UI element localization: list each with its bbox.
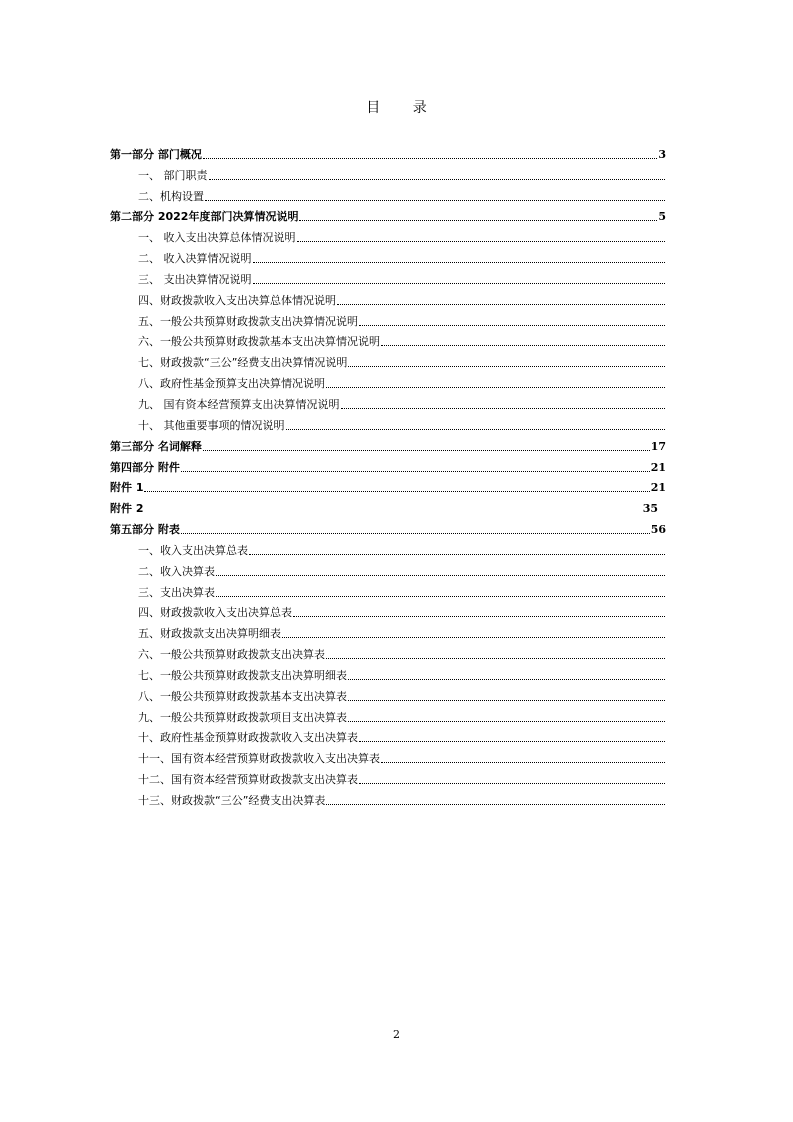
toc-dot-leader: [326, 386, 665, 388]
toc-dot-leader: [326, 803, 665, 805]
toc-subsection-entry[interactable]: [110, 620, 666, 641]
toc-entry-label: 八、政府性基金预算支出决算情况说明: [138, 377, 325, 391]
toc-dot-leader: [282, 636, 665, 638]
toc-entry-label: 十三、财政拨款“三公”经费支出决算表: [138, 794, 326, 807]
page-title: 目 录: [366, 100, 441, 116]
toc-section-entry[interactable]: [110, 204, 666, 225]
toc-entry-label: 附件 2: [110, 502, 144, 516]
toc-entry-label: 十一、国有资本经营预算财政拨款收入支出决算表: [138, 752, 380, 766]
toc-dot-leader: [359, 740, 665, 742]
toc-dot-leader: [209, 178, 666, 180]
toc-entry-label: 八、一般公共预算财政拨款基本支出决算表: [138, 689, 347, 703]
toc-entry-label: 第五部分 附表: [110, 523, 180, 537]
toc-subsection-entry[interactable]: [110, 245, 666, 266]
toc-dot-leader: [348, 365, 665, 367]
toc-subsection-entry[interactable]: [110, 537, 666, 558]
toc-subsection-entry[interactable]: [110, 287, 666, 308]
toc-section-entry[interactable]: [110, 475, 666, 496]
toc-entry-label: 七、财政拨款“三公”经费支出决算情况说明: [138, 356, 348, 370]
toc-entry-label: 五、一般公共预算财政拨款支出决算情况说明: [138, 314, 358, 328]
toc-dot-leader: [297, 240, 666, 242]
toc-entry-page: 21: [650, 460, 666, 474]
toc-entry-label: 第三部分 名词解释: [110, 439, 202, 453]
toc-dot-leader: [299, 219, 657, 221]
toc-dot-leader: [181, 532, 650, 534]
toc-subsection-entry[interactable]: [110, 641, 666, 662]
toc-entry-label: 六、一般公共预算财政拨款基本支出决算情况说明: [138, 335, 380, 349]
toc-entry-label: 十、政府性基金预算财政拨款收入支出决算表: [138, 731, 358, 745]
toc-dot-leader: [144, 512, 641, 513]
toc-dot-leader: [381, 761, 665, 763]
toc-entry-label: 第四部分 附件: [110, 460, 180, 474]
toc-entry-label: 三、支出决算表: [138, 585, 215, 599]
toc-entry-label: 二、机构设置: [138, 189, 204, 203]
toc-subsection-entry[interactable]: [110, 704, 666, 725]
toc-subsection-entry[interactable]: [110, 662, 666, 683]
toc-subsection-entry[interactable]: [110, 787, 666, 808]
toc-dot-leader: [203, 157, 658, 159]
toc-subsection-entry[interactable]: [110, 412, 666, 433]
toc-entry-label: 一、 部门职责: [138, 168, 208, 182]
toc-entry-label: 四、财政拨款收入支出决算总表: [138, 606, 292, 620]
toc-dot-leader: [286, 428, 666, 430]
toc-subsection-entry[interactable]: [110, 745, 666, 766]
toc-subsection-entry[interactable]: [110, 370, 666, 391]
toc-dot-leader: [337, 303, 665, 305]
toc-entry-label: 十、 其他重要事项的情况说明: [138, 418, 285, 432]
toc-entry-label: 一、 收入支出决算总体情况说明: [138, 231, 296, 245]
toc-entry-page: 5: [658, 210, 666, 224]
toc-subsection-entry[interactable]: [110, 183, 666, 204]
toc-dot-leader: [144, 490, 649, 492]
toc-entry-label: 五、财政拨款支出决算明细表: [138, 627, 281, 641]
toc-section-entry[interactable]: [110, 516, 666, 537]
toc-dot-leader: [253, 261, 666, 263]
toc-section-entry[interactable]: [110, 454, 666, 475]
toc-entry-page: 17: [650, 439, 666, 453]
toc-dot-leader: [205, 199, 665, 201]
toc-dot-leader: [181, 470, 650, 472]
toc-entry-label: 第二部分 2022年度部门决算情况说明: [110, 210, 299, 224]
toc-dot-leader: [293, 615, 665, 617]
toc-section-entry[interactable]: [110, 433, 666, 454]
toc-dot-leader: [381, 344, 665, 346]
toc-subsection-entry[interactable]: [110, 725, 666, 746]
toc-entry-label: 九、 国有资本经营预算支出决算情况说明: [138, 397, 340, 411]
toc-subsection-entry[interactable]: [110, 579, 666, 600]
toc-dot-leader: [359, 324, 665, 326]
toc-entry-page: 56: [650, 523, 666, 537]
toc-entry-label: 一、收入支出决算总表: [138, 543, 248, 557]
toc-subsection-entry[interactable]: [110, 329, 666, 350]
toc-entry-label: 二、 收入决算情况说明: [138, 252, 252, 266]
toc-section-entry[interactable]: [110, 141, 666, 162]
toc-entry-page: 35: [642, 502, 658, 516]
toc-entry-label: 四、财政拨款收入支出决算总体情况说明: [138, 293, 336, 307]
toc-entry-label: 七、一般公共预算财政拨款支出决算明细表: [138, 668, 347, 682]
toc-subsection-entry[interactable]: [110, 308, 666, 329]
toc-dot-leader: [253, 282, 666, 284]
toc-subsection-entry[interactable]: [110, 600, 666, 621]
toc-subsection-entry[interactable]: [110, 683, 666, 704]
toc-dot-leader: [249, 553, 665, 555]
toc-dot-leader: [341, 407, 666, 409]
toc-subsection-entry[interactable]: [110, 266, 666, 287]
toc-entry-label: 六、一般公共预算财政拨款支出决算表: [138, 648, 325, 662]
toc-dot-leader: [359, 782, 665, 784]
toc-dot-leader: [348, 720, 665, 722]
toc-subsection-entry[interactable]: [110, 766, 666, 787]
toc-entry-label: 九、一般公共预算财政拨款项目支出决算表: [138, 710, 347, 724]
toc-dot-leader: [348, 678, 665, 680]
table-of-contents: [110, 141, 666, 808]
toc-entry-page: 21: [650, 481, 666, 495]
toc-dot-leader: [203, 449, 650, 451]
toc-entry-label: 十二、国有资本经营预算财政拨款支出决算表: [138, 773, 358, 787]
toc-entry-label: 二、收入决算表: [138, 564, 215, 578]
toc-entry-label: 三、 支出决算情况说明: [138, 272, 252, 286]
toc-dot-leader: [326, 657, 665, 659]
toc-entry-label: 第一部分 部门概况: [110, 147, 202, 161]
toc-subsection-entry[interactable]: [110, 224, 666, 245]
toc-subsection-entry[interactable]: [110, 558, 666, 579]
toc-dot-leader: [216, 574, 665, 576]
page-number: 2: [393, 1028, 400, 1041]
toc-dot-leader: [216, 595, 665, 597]
toc-dot-leader: [348, 699, 665, 701]
toc-subsection-entry[interactable]: [110, 162, 666, 183]
toc-entry-page: 3: [658, 147, 666, 161]
toc-subsection-entry[interactable]: [110, 349, 666, 370]
toc-section-entry[interactable]: [110, 495, 666, 516]
toc-entry-label: 附件 1: [110, 481, 144, 495]
toc-subsection-entry[interactable]: [110, 391, 666, 412]
